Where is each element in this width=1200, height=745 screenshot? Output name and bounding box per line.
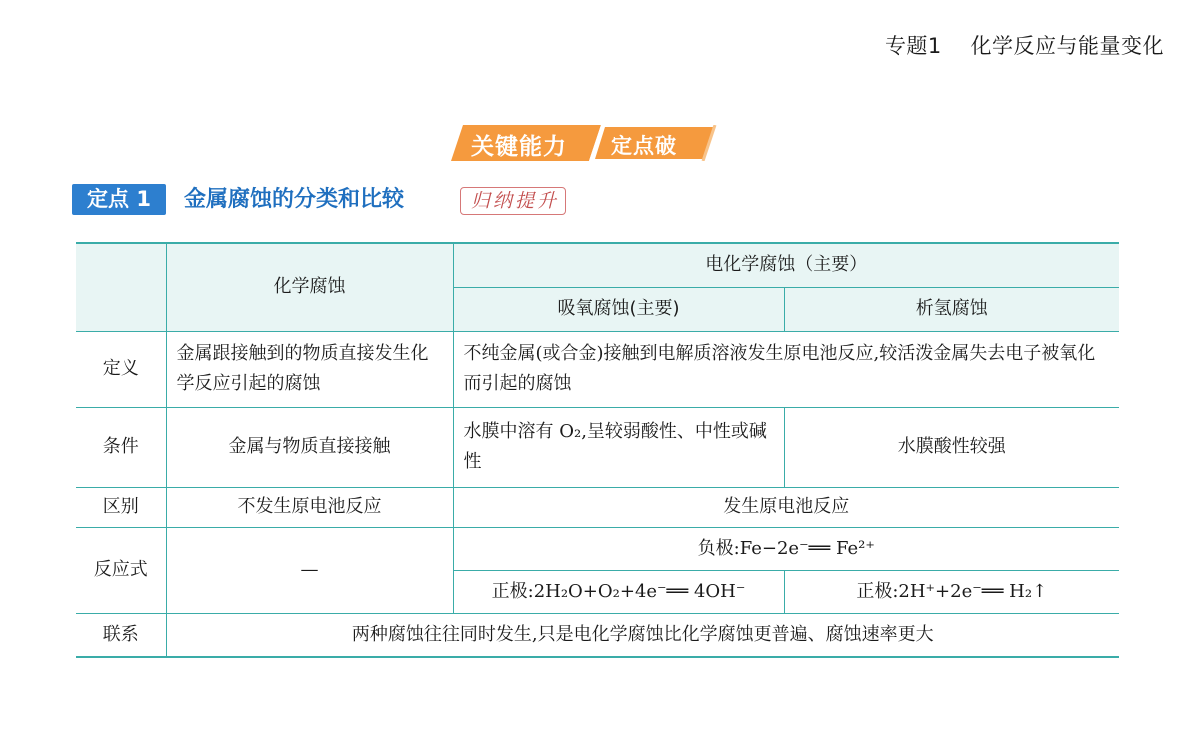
condition-oxygen: 水膜中溶有 O₂,呈较弱酸性、中性或碱性 — [453, 407, 784, 487]
page-header-title: 专题1 化学反应与能量变化 — [884, 34, 1164, 58]
header-hydrogen-evolution: 析氢腐蚀 — [784, 287, 1119, 331]
header-chemical: 化学腐蚀 — [166, 243, 453, 331]
condition-chemical: 金属与物质直接接触 — [166, 407, 453, 487]
row-label-condition: 条件 — [76, 407, 166, 487]
equation-negative-electrode: 负极:Fe−2e⁻══ Fe²⁺ — [453, 527, 1119, 570]
corrosion-comparison-table — [76, 242, 1119, 658]
condition-hydrogen: 水膜酸性较强 — [784, 407, 1119, 487]
section-heading — [72, 184, 632, 216]
row-label-relation: 联系 — [76, 613, 166, 657]
banner-text-main: 关键能力 — [471, 134, 567, 160]
table-row-definition — [76, 331, 1119, 407]
table-row-relation — [76, 613, 1119, 657]
equation-chemical: — — [166, 527, 453, 613]
definition-electrochemical: 不纯金属(或合金)接触到电解质溶液发生原电池反应,较活泼金属失去电子被氧化而引起的腐蚀 — [453, 331, 1119, 407]
header-corner-cell — [76, 243, 166, 331]
header-oxygen-absorption: 吸氧腐蚀(主要) — [453, 287, 784, 331]
definition-chemical: 金属跟接触到的物质直接发生化学反应引起的腐蚀 — [166, 331, 453, 407]
equation-oxygen-positive: 正极:2H₂O+O₂+4e⁻══ 4OH⁻ — [453, 570, 784, 613]
banner-text-sub: 定点破 — [611, 134, 677, 158]
section-title: 金属腐蚀的分类和比较 — [184, 187, 405, 212]
header-electrochemical: 电化学腐蚀（主要） — [453, 243, 1119, 287]
equation-hydrogen-positive: 正极:2H⁺+2e⁻══ H₂↑ — [784, 570, 1119, 613]
row-label-equation: 反应式 — [76, 527, 166, 613]
difference-electrochemical: 发生原电池反应 — [453, 487, 1119, 527]
key-ability-banner — [451, 125, 719, 161]
section-badge: 定点 1 — [72, 184, 166, 215]
table-row-difference — [76, 487, 1119, 527]
table-row-condition — [76, 407, 1119, 487]
row-label-definition: 定义 — [76, 331, 166, 407]
summary-tag: 归纳提升 — [460, 187, 566, 215]
row-label-difference: 区别 — [76, 487, 166, 527]
difference-chemical: 不发生原电池反应 — [166, 487, 453, 527]
table-row-equation — [76, 527, 1119, 570]
relation-text: 两种腐蚀往往同时发生,只是电化学腐蚀比化学腐蚀更普遍、腐蚀速率更大 — [166, 613, 1119, 657]
